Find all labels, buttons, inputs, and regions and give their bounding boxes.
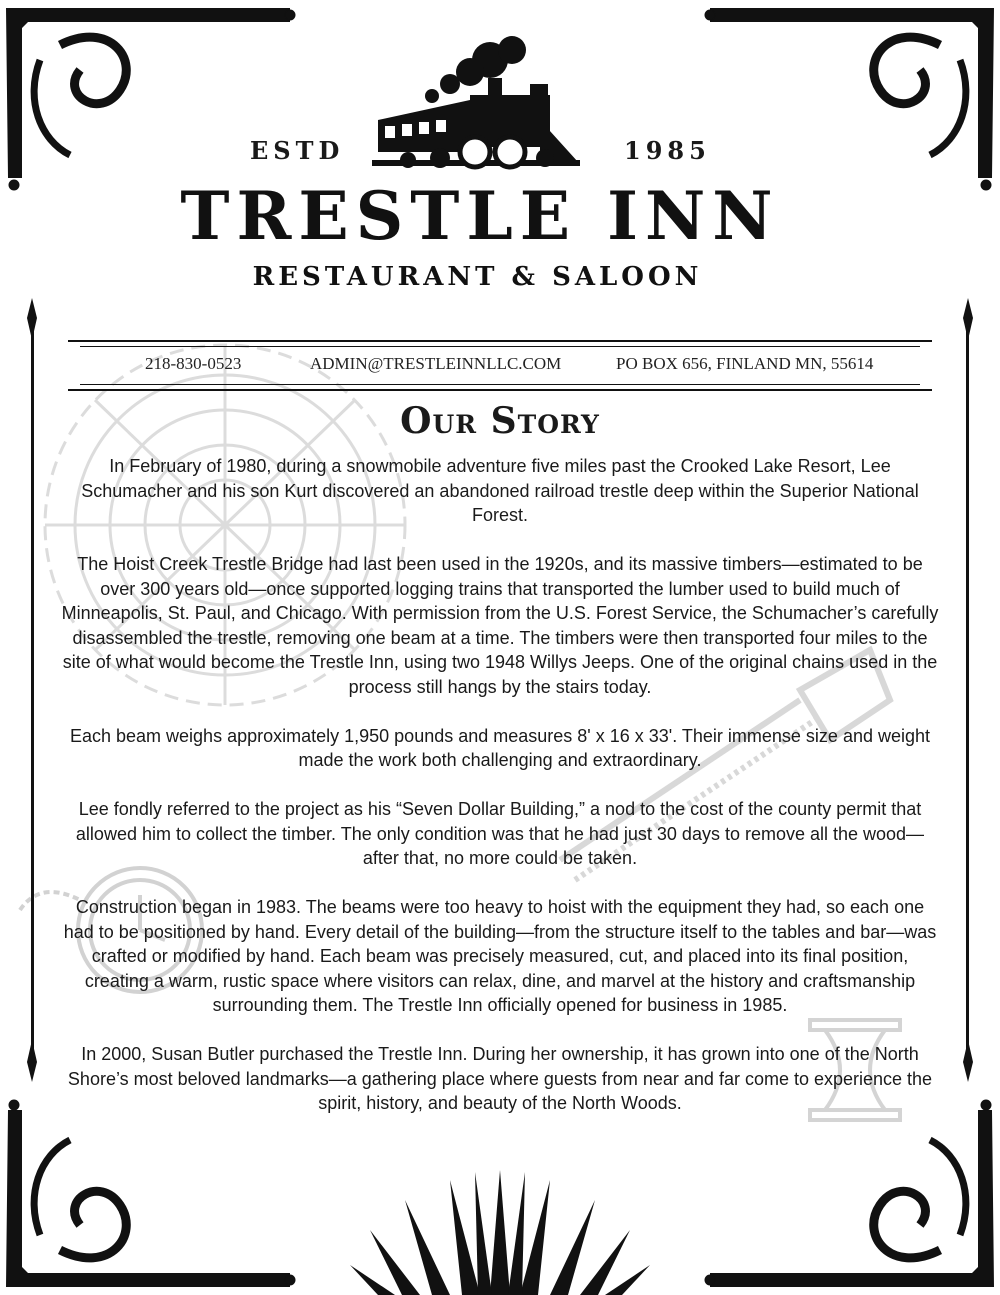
established-label: ESTD (250, 136, 345, 165)
page-title: TRESTLE INN (180, 177, 780, 255)
page-subtitle: RESTAURANT & SALOON (252, 262, 703, 292)
sunburst-icon (350, 1170, 650, 1295)
story-body (60, 454, 940, 1140)
contact-phone: 218-830-0523 (145, 354, 242, 373)
story-heading: Our Story (400, 400, 600, 442)
story-paragraph: In February of 1980, during a snowmobile adventure five miles past the Crooked Lake Resort, Lee Schumacher and his son Kurt discovered an abandoned railroad trestle deep within the Superior National Forest. (81, 456, 919, 525)
story-paragraph: Construction began in 1983. The beams were too heavy to hoist with the equipment they had, so each one had to be positioned by hand. Every detail of the building—from the structure itself to the tables and bar—was crafted or modified by hand. Each beam was precisely measured, cut, and placed into its final position, creating a warm, rustic space where visitors can relax, dine, and marvel at the history and craftsmanship surrounding them. The Trestle Inn officially opened for business in 1985. (63, 897, 937, 1015)
story-paragraph: In 2000, Susan Butler purchased the Trestle Inn. During her ownership, it has grown into one of the North Shore’s most beloved landmarks—a gathering place where guests from near and far come to experience the spirit, history, and beauty of the North Woods. (67, 1044, 933, 1113)
contact-address: PO BOX 656, FINLAND MN, 55614 (616, 354, 874, 373)
established-year: 1985 (624, 136, 711, 165)
story-paragraph: Each beam weighs approximately 1,950 pounds and measures 8' x 16 x 33'. Their immense size and weight made the work both challenging and extraordinary. (69, 725, 931, 770)
contact-email: ADMIN@TRESTLEINNLLC.COM (310, 354, 562, 373)
story-paragraph: Lee fondly referred to the project as his “Seven Dollar Building,” a nod to the cost of the county permit that allowed him to collect the timber. The only condition was that he had just 30 days to remove all the wood—after that, no more could be taken. (75, 799, 925, 868)
story-paragraph: The Hoist Creek Trestle Bridge had last been used in the 1920s, and its massive timbers—estimated to be over 300 years old—once supported logging trains that transported the lumber used to build much of Minneapolis, St. Paul, and Chicago. With permission from the U.S. Forest Service, the Schumacher’s carefully disassembled the trestle, removing one beam at a time. The timbers were then transported four miles to the site of what would become the Trestle Inn, using two 1948 Willys Jeeps. One of the original chains used in the process still hangs by the stairs today. (61, 554, 939, 697)
steam-locomotive-icon (372, 36, 580, 168)
